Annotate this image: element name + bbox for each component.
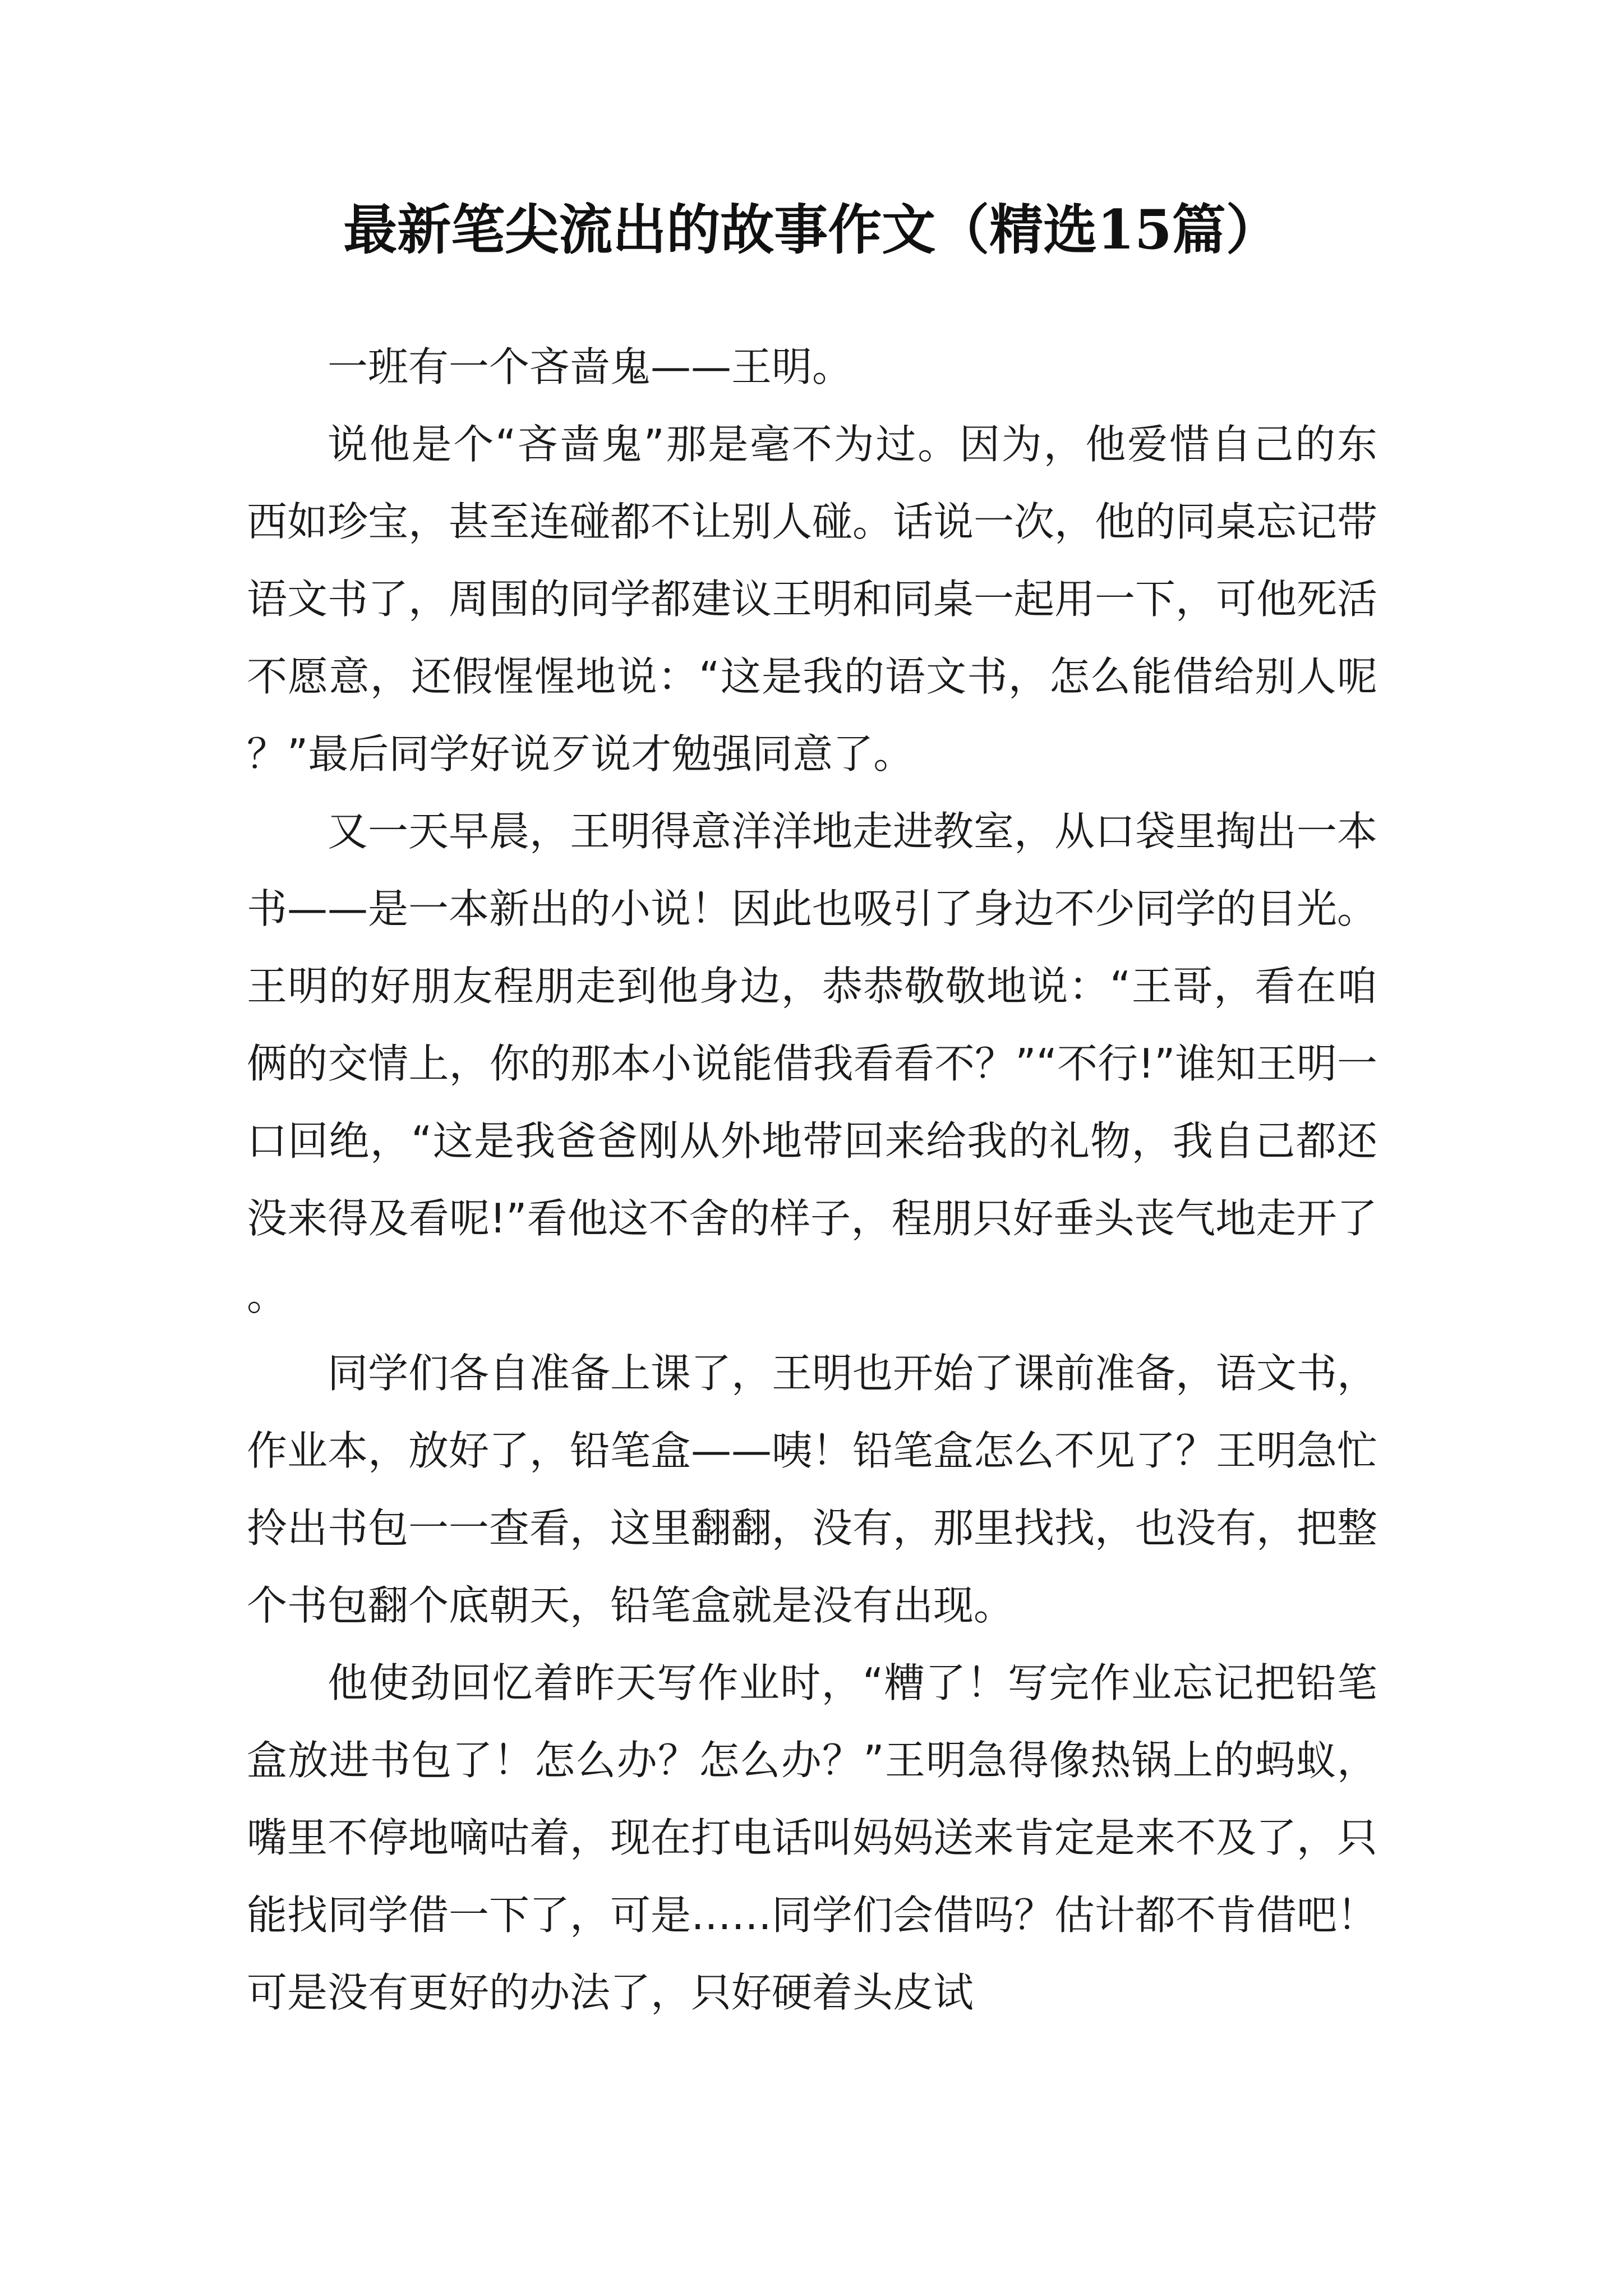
paragraph: 同学们各自准备上课了，王明也开始了课前准备，语文书，作业本，放好了，铅笔盒——咦！铅笔盒怎么不见了？王明急忙拎出书包一一查看，这里翻翻，没有，那里找找，也没有，把整个书包翻个底朝天，铅笔盒就是没有出现。 xyxy=(247,1350,1378,1629)
document-body xyxy=(247,328,1377,2031)
paragraph: 他使劲回忆着昨天写作业时，“糟了！写完作业忘记把铅笔盒放进书包了！怎么办？怎么办？”王明急得像热锅上的蚂蚁，嘴里不停地嘀咕着，现在打电话叫妈妈送来肯定是来不及了，只能找同学借一下了，可是……同学们会借吗？估计都不肯借吧！可是没有更好的办法了，只好硬着头皮试 xyxy=(247,1659,1378,2016)
paragraph: 说他是个“吝啬鬼”那是毫不为过。因为，他爱惜自己的东西如珍宝，甚至连碰都不让别人碰。话说一次，他的同桌忘记带语文书了，周围的同学都建议王明和同桌一起用一下，可他死活不愿意，还假惺惺地说：“这是我的语文书，怎么能借给别人呢？”最后同学好说歹说才勉强同意了。 xyxy=(247,421,1378,777)
paragraph: 一班有一个吝啬鬼——王明。 xyxy=(328,343,853,390)
paragraph: 又一天早晨，王明得意洋洋地走进教室，从口袋里掏出一本书——是一本新出的小说！因此也吸引了身边不少同学的目光。王明的好朋友程朋走到他身边，恭恭敬敬地说：“王哥，看在咱俩的交情上，你的那本小说能借我看看不？”“不行!”谁知王明一口回绝，“这是我爸爸刚从外地带回来给我的礼物，我自己都还没来得及看呢!”看他这不舍的样子，程朋只好垂头丧气地走开了。 xyxy=(247,808,1378,1319)
document-title: 最新笔尖流出的故事作文（精选15篇） xyxy=(343,198,1280,261)
